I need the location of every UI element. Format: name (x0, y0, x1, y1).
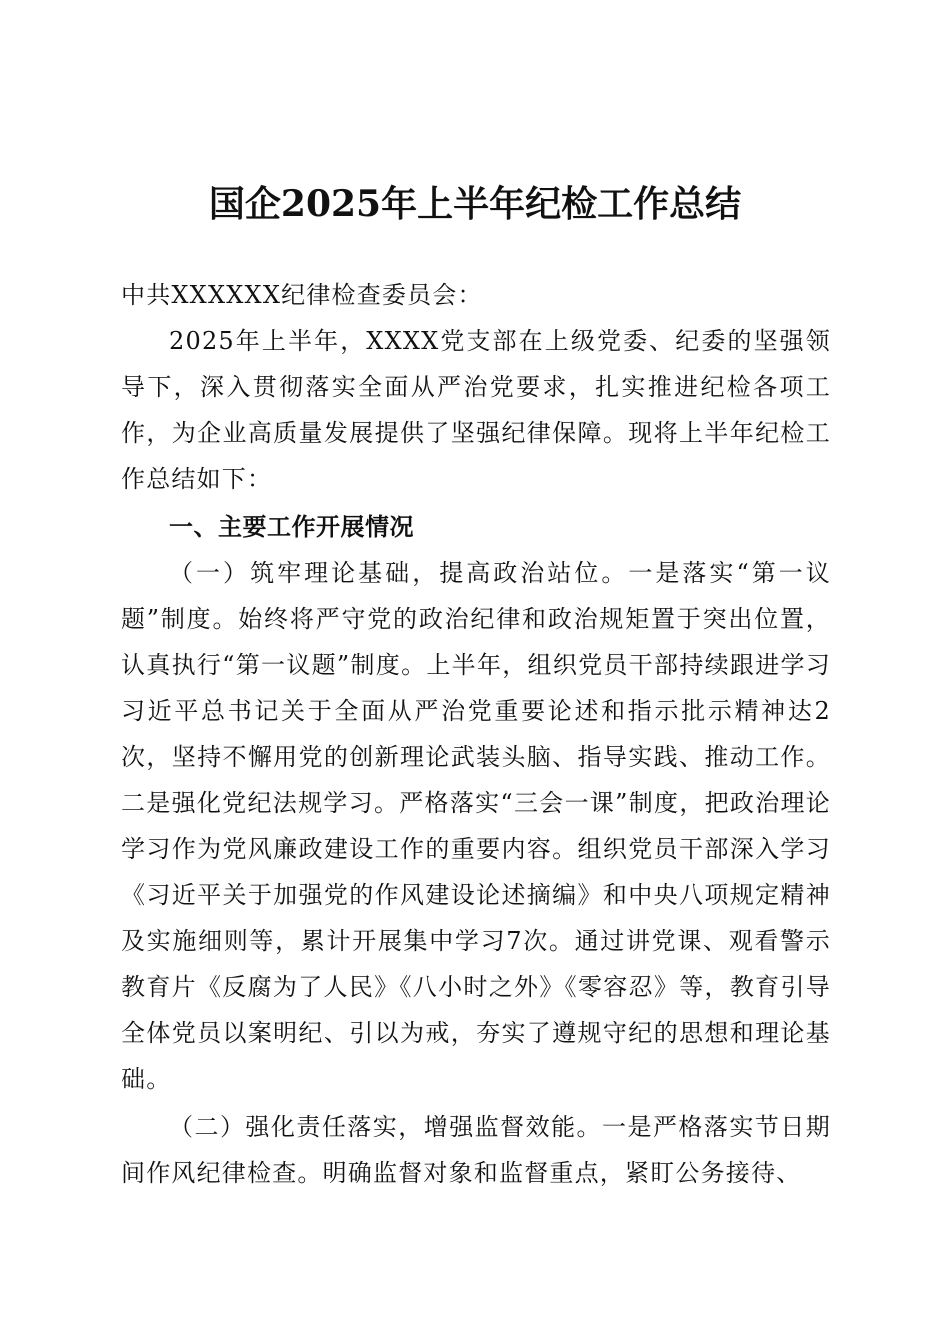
document-body (121, 272, 831, 1196)
section-heading-1: 一、主要工作开展情况 (169, 513, 414, 541)
subsection-1-paragraph: （一）筑牢理论基础，提高政治站位。一是落实“第一议题”制度。始终将严守党的政治纪律和政治规矩置于突出位置，认真执行“第一议题”制度。上半年，组织党员干部持续跟进学习习近平总书记关于全面从严治党重要论述和指示批示精神达2次，坚持不懈用党的创新理论武装头脑、指导实践、推动工作。二是强化党纪法规学习。严格落实“三会一课”制度，把政治理论学习作为党风廉政建设工作的重要内容。组织党员干部深入学习《习近平关于加强党的作风建设论述摘编》和中央八项规定精神及实施细则等，累计开展集中学习7次。通过讲党课、观看警示教育片《反腐为了人民》《八小时之外》《零容忍》等，教育引导全体党员以案明纪、引以为戒，夯实了遵规守纪的思想和理论基础。 (121, 559, 831, 1093)
intro-paragraph: 2025年上半年，XXXX党支部在上级党委、纪委的坚强领导下，深入贯彻落实全面从严治党要求，扎实推进纪检各项工作，为企业高质量发展提供了坚强纪律保障。现将上半年纪检工作总结如下： (121, 327, 831, 493)
addressee-line: 中共XXXXXX纪律检查委员会： (121, 281, 483, 309)
subsection-2-paragraph: （二）强化责任落实，增强监督效能。一是严格落实节日期间作风纪律检查。明确监督对象和监督重点，紧盯公务接待、 (121, 1113, 831, 1187)
document-title: 国企2025年上半年纪检工作总结 (208, 183, 742, 225)
